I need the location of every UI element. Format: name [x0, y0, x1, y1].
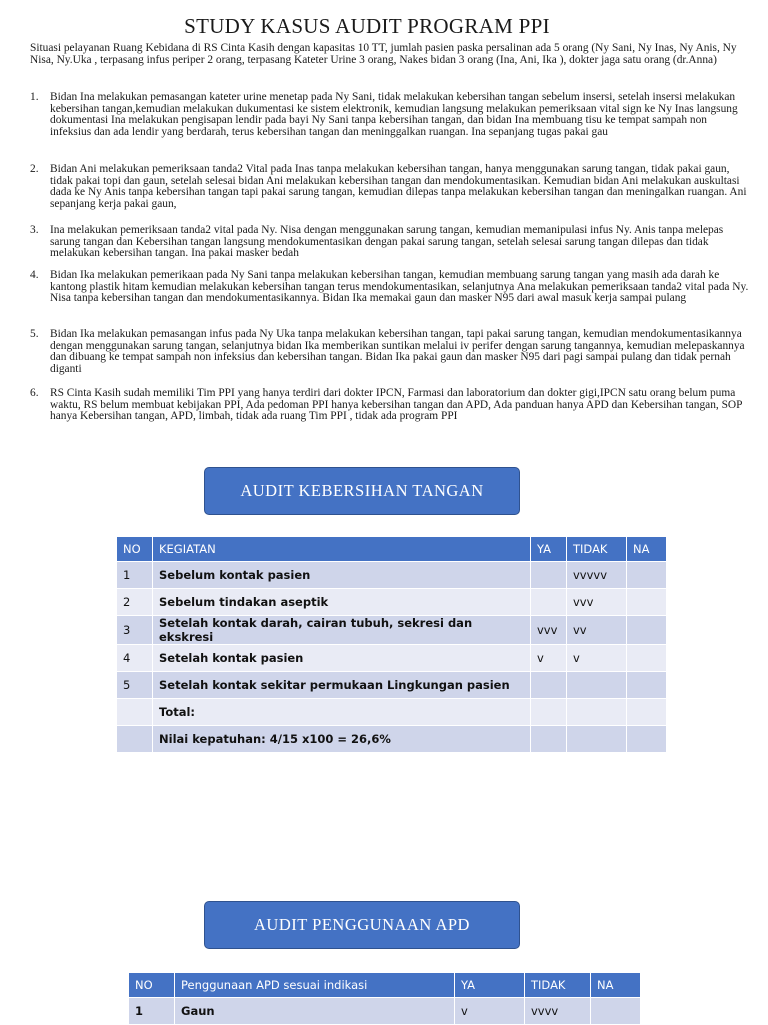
hand-hygiene-table	[116, 536, 667, 753]
intro-paragraph: Situasi pelayanan Ruang Kebidana di RS Cinta Kasih dengan kapasitas 10 TT, jumlah pasien paska persalinan ada 5 orang (Ny Sani, Ny Inas, Ny Anis, Ny Nisa, Ny.Uka , terpasang infus periper 2 orang, terpasang Kateter Urine 3 orang, Nakes bidan 3 orang (Ina, Ani, Ika ), dokter jaga satu orang (dr.Anna)	[30, 42, 737, 66]
cell-na	[627, 589, 667, 616]
case-number: 2.	[30, 163, 39, 175]
header-na: NA	[591, 973, 641, 998]
cell-activity: Sebelum tindakan aseptik	[153, 589, 531, 616]
case-text: RS Cinta Kasih sudah memiliki Tim PPI yang hanya terdiri dari dokter IPCN, Farmasi dan laboratorium dan dokter gigi,IPCN satu orang belum puma waktu, RS belum membuat kebijakan PPI, Ada pedoman PPI hanya kebersihan tangan dan APD, Ada panduan hanya APD dan Kebersihan tangan, SOP hanya Kebersihan tangan, APD, limbah, tidak ada ruang Tim PPI , tidak ada program PPI	[50, 387, 743, 423]
audit-apd-button[interactable]: AUDIT PENGGUNAAN APD	[204, 901, 520, 949]
compliance-value: Nilai kepatuhan: 4/15 x100 = 26,6%	[153, 726, 531, 753]
table-total-row	[117, 699, 667, 726]
header-na: NA	[627, 537, 667, 562]
case-item	[30, 270, 750, 305]
case-text: Ina melakukan pemeriksaan tanda2 vital pada Ny. Nisa dengan menggunakan sarung tangan, kemudian memanipulasi infus Ny. Anis tanpa melepas sarung tangan dan Kebersihan tangan langsung mendokumentasikan dengan pakai sarung tangan, setelah selesai sarung tangan dilepas dan tidak melakukan kebersihan tangan. Ina pakai masker bedah	[50, 224, 724, 260]
table-row	[117, 562, 667, 589]
cell-tidak: vvvv	[525, 998, 591, 1025]
cell-tidak: vv	[567, 616, 627, 645]
table-row	[129, 998, 641, 1025]
header-ya: YA	[531, 537, 567, 562]
case-number: 3.	[30, 224, 39, 236]
total-label: Total:	[153, 699, 531, 726]
header-activity: Penggunaan APD sesuai indikasi	[175, 973, 455, 998]
cell-tidak: v	[567, 645, 627, 672]
cell-na	[591, 998, 641, 1025]
cell-no: 5	[117, 672, 153, 699]
cell-ya: v	[455, 998, 525, 1025]
header-no: NO	[117, 537, 153, 562]
case-text: Bidan Ina melakukan pemasangan kateter urine menetap pada Ny Sani, tidak melakukan kebersihan tangan sebelum insersi, setelah insersi melakukan kebersihan tangan,kemudian melakukan dukumentasi ke sistem elektronik, kemudian langsung melakukan pemeriksaan vital sign ke Ny Inas langsung dokumentasi Ina melakukan pengisapan lendir pada bayi Ny Sani tanpa kebersihan tangan, dan bidan Ina membuang tisu ke tempat sampah non infeksius dan ada lendir yang berdarah, terus kebersihan tangan dan meninggalkan ruangan. Ina sepanjang tugas pakai gau	[50, 91, 738, 138]
cell-ya	[531, 562, 567, 589]
cell-tidak: vvv	[567, 589, 627, 616]
cell-ya	[531, 672, 567, 699]
cell-na	[627, 616, 667, 645]
header-tidak: TIDAK	[567, 537, 627, 562]
table-header-row	[129, 973, 641, 998]
page-title: STUDY KASUS AUDIT PROGRAM PPI	[184, 14, 550, 38]
cell-activity: Setelah kontak pasien	[153, 645, 531, 672]
cell-activity: Setelah kontak darah, cairan tubuh, sekresi dan ekskresi	[153, 616, 531, 645]
case-text: Bidan Ika melakukan pemerikaan pada Ny Sani tanpa melakukan kebersihan tangan, kemudian membuang sarung tangan yang masih ada darah ke kantong plastik hitam kemudian melakukan kebersihan tangan terus mendokumentasikan, selanjutnya Ana melakukan pemeriksaan tanda2 vital pada Ny. Nisa tanpa kebersihan tangan dan mendokumentasikannya. Bidan Ika memakai gaun dan masker N95 dari awal masuk kerja sampai pulang	[50, 269, 749, 305]
cell-activity: Sebelum kontak pasien	[153, 562, 531, 589]
table-compliance-row	[117, 726, 667, 753]
cell-activity: Gaun	[175, 998, 455, 1025]
case-text: Bidan Ika melakukan pemasangan infus pada Ny Uka tanpa melakukan kebersihan tangan, tapi pakai sarung tangan, kemudian mendokumentasikannya dengan menggunakan sarung tangan, selanjutnya bidan Ika memberikan suntikan melalui iv perifer dengan sarung tangannya, kemudian melepaskannya dan dibuang ke tempat sampah non infeksius dan kebersihan tangan. Bidan Ika pakai gaun dan masker N95 dari pagi sampai pulang dan tidak pernah diganti	[50, 328, 745, 375]
cell-no: 1	[117, 562, 153, 589]
case-text: Bidan Ani melakukan pemeriksaan tanda2 Vital pada Inas tanpa melakukan kebersihan tangan, hanya menggunakan sarung tangan, tidak pakai gaun, tidak pakai topi dan gaun, setelah selesai bidan Ani melakukan kebersihan tangan dan mendokumentasikan. Kemudian bidan Ani melakukan auskultasi dada ke Ny Anis tanpa kebersihan tangan tapi pakai sarung tangan, kemudian dilepas tanpa melakukan kebersihan tangan dan meningalkan ruangan. Ani sepanjang kerja pakai gaun,	[50, 163, 747, 210]
header-no: NO	[129, 973, 175, 998]
cell-ya: v	[531, 645, 567, 672]
header-ya: YA	[455, 973, 525, 998]
header-tidak: TIDAK	[525, 973, 591, 998]
cell-na	[627, 562, 667, 589]
table-row	[117, 616, 667, 645]
case-item	[30, 388, 750, 423]
case-item	[30, 92, 750, 138]
case-number: 5.	[30, 328, 39, 340]
cell-ya: vvv	[531, 616, 567, 645]
table-row	[117, 672, 667, 699]
apd-table	[128, 972, 641, 1025]
cell-na	[627, 672, 667, 699]
cell-na	[627, 645, 667, 672]
table-row	[117, 645, 667, 672]
case-number: 4.	[30, 269, 39, 281]
audit-hand-hygiene-button[interactable]: AUDIT KEBERSIHAN TANGAN	[204, 467, 520, 515]
cell-no: 4	[117, 645, 153, 672]
case-number: 6.	[30, 387, 39, 399]
case-number: 1.	[30, 91, 39, 103]
header-activity: KEGIATAN	[153, 537, 531, 562]
case-item	[30, 225, 750, 260]
table-row	[117, 589, 667, 616]
cell-tidak: vvvvv	[567, 562, 627, 589]
cell-no: 3	[117, 616, 153, 645]
case-item	[30, 164, 750, 210]
table-header-row	[117, 537, 667, 562]
case-item	[30, 329, 750, 375]
cell-activity: Setelah kontak sekitar permukaan Lingkungan pasien	[153, 672, 531, 699]
cell-no: 2	[117, 589, 153, 616]
cell-no: 1	[129, 998, 175, 1025]
cell-tidak	[567, 672, 627, 699]
cell-ya	[531, 589, 567, 616]
